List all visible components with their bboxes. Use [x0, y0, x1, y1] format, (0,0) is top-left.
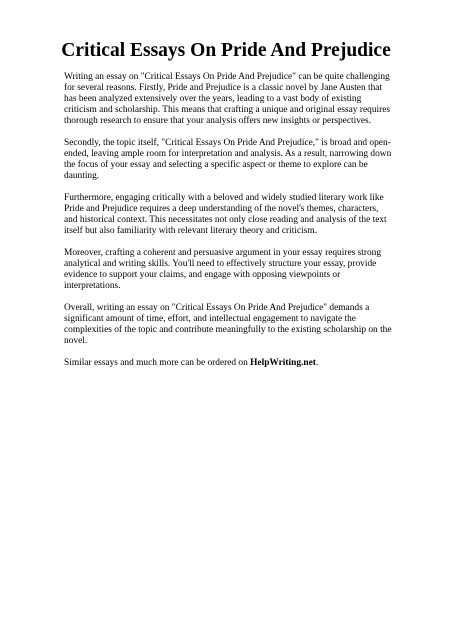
closing-line	[64, 358, 394, 369]
closing-suffix: .	[315, 358, 319, 368]
page-title: Critical Essays On Pride And Prejudice	[61, 40, 391, 61]
paragraph-2: Secondly, the topic itself, "Critical Essays On Pride And Prejudice," is broad and open-ended, leaving ample room for interpretation and analysis. As a result, narrowing down the focus of your essay and selecting a specific aspect or theme to explore can be daunting.	[64, 138, 392, 181]
helpwriting-link[interactable]: HelpWriting.net	[250, 358, 316, 368]
paragraph-4: Moreover, crafting a coherent and persuasive argument in your essay requires strong analytical and writing skills. You'll need to effectively structure your essay, provide evidence to support your claims, and engage with opposing viewpoints or interpretations.	[64, 248, 382, 291]
document-body	[64, 72, 394, 369]
paragraph-5: Overall, writing an essay on "Critical Essays On Pride And Prejudice" demands a significant amount of time, effort, and intellectual engagement to navigate the complexities of the topic and contribute meaningfully to the existing scholarship on the novel.	[64, 303, 392, 346]
paragraph-1: Writing an essay on "Critical Essays On Pride And Prejudice" can be quite challenging for several reasons. Firstly, Pride and Prejudice is a classic novel by Jane Austen that has been analyzed extensively over the years, leading to a vast body of existing criticism and scholarship. This means that crafting a unique and original essay requires thorough research to ensure that your analysis offers new insights or perspectives.	[64, 72, 391, 126]
closing-prefix: Similar essays and much more can be ordered on	[64, 358, 251, 368]
paragraph-3: Furthermore, engaging critically with a beloved and widely studied literary work like Pride and Prejudice requires a deep understanding of the novel's themes, characters, and historical context. This necessitates not only close reading and analysis of the text itself but also familiarity with relevant literary theory and criticism.	[64, 193, 387, 236]
